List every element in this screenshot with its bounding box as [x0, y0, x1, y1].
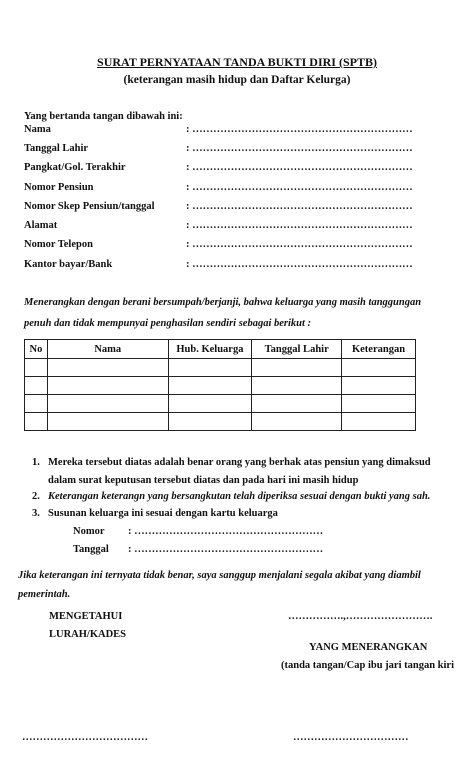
tanda-tangan-note: (tanda tangan/Cap ibu jari tangan kiri	[281, 660, 454, 671]
point-number: 3.	[32, 508, 40, 519]
closing-line-1: Jika keterangan ini ternyata tidak benar, saya sanggup menjalani segala akibat yang diambil	[18, 570, 421, 581]
field-label-nomor-telepon: Nomor Telepon	[24, 239, 93, 250]
field-value-pangkat: : ………………………………………………………	[186, 162, 413, 173]
field-value-nomor-pensiun: : ………………………………………………………	[186, 182, 413, 193]
table-cell	[252, 395, 342, 413]
table-header-nama: Nama	[47, 340, 168, 359]
table-cell	[342, 377, 416, 395]
field-value-nomor-skep: : ………………………………………………………	[186, 201, 413, 212]
field-value-nomor-telepon: : ………………………………………………………	[186, 239, 413, 250]
table-cell	[25, 395, 48, 413]
closing-line-2: pemerintah.	[18, 589, 71, 600]
table-header-keterangan: Keterangan	[342, 340, 416, 359]
field-label-kantor-bayar: Kantor bayar/Bank	[24, 259, 113, 270]
intro-text: Yang bertanda tangan dibawah ini:	[24, 111, 183, 122]
table-cell	[342, 395, 416, 413]
point-number: 1.	[32, 457, 40, 468]
table-row	[25, 359, 416, 377]
family-table	[24, 339, 416, 431]
point-number: 2.	[32, 491, 40, 502]
table-row	[25, 413, 416, 431]
table-cell	[47, 377, 168, 395]
yang-menerangkan-label: YANG MENERANGKAN	[309, 642, 428, 653]
table-cell	[168, 377, 252, 395]
table-row	[25, 395, 416, 413]
field-label-nomor-pensiun: Nomor Pensiun	[24, 182, 94, 193]
field-label-pangkat: Pangkat/Gol. Terakhir	[24, 162, 126, 173]
statement-line-2: penuh dan tidak mempunyai penghasilan sendiri sebagai berikut :	[24, 318, 312, 329]
table-cell	[342, 413, 416, 431]
field-value-alamat: : ………………………………………………………	[186, 220, 413, 231]
table-cell	[47, 413, 168, 431]
table-cell	[168, 413, 252, 431]
kk-nomor-label: Nomor	[73, 526, 105, 537]
point-text: Mereka tersebut diatas adalah benar orang yang berhak atas pensiun yang dimaksud	[48, 457, 431, 468]
point-text-continued: dalam surat keputusan tersebut diatas dan pada hari ini masih hidup	[48, 475, 359, 486]
field-value-nama: : ………………………………………………………	[186, 124, 413, 135]
table-cell	[47, 359, 168, 377]
field-value-kantor-bayar: : ………………………………………………………	[186, 259, 413, 270]
table-cell	[168, 395, 252, 413]
point-text: Susunan keluarga ini sesuai dengan kartu keluarga	[48, 508, 278, 519]
field-label-nomor-skep: Nomor Skep Pensiun/tanggal	[24, 201, 155, 212]
field-label-alamat: Alamat	[24, 220, 58, 231]
table-header-hub-keluarga: Hub. Keluarga	[168, 340, 252, 359]
table-row	[25, 377, 416, 395]
place-date-line: …………….,…………………….	[288, 611, 433, 622]
mengetahui-label: MENGETAHUI	[49, 611, 123, 622]
document-subtitle: (keterangan masih hidup dan Daftar Kelurga)	[123, 74, 351, 86]
field-label-tanggal-lahir: Tanggal Lahir	[24, 143, 89, 154]
table-header-tanggal-lahir: Tanggal Lahir	[252, 340, 342, 359]
field-label-nama: Nama	[24, 124, 51, 135]
lurah-kades-label: LURAH/KADES	[49, 629, 127, 640]
table-cell	[47, 395, 168, 413]
table-cell	[252, 377, 342, 395]
table-cell	[342, 359, 416, 377]
statement-line-1: Menerangkan dengan berani bersumpah/berjanji, bahwa keluarga yang masih tanggungan	[24, 297, 422, 308]
table-cell	[25, 413, 48, 431]
table-cell	[252, 413, 342, 431]
kk-tanggal-value: : ………………………………………………	[128, 544, 324, 555]
right-signature-line: ……………………………	[293, 732, 409, 743]
table-cell	[25, 359, 48, 377]
document-title: SURAT PERNYATAAN TANDA BUKTI DIRI (SPTB)	[97, 55, 377, 69]
point-text: Keterangan keterangn yang bersangkutan telah diperiksa sesuai dengan bukti yang sah.	[48, 491, 431, 502]
table-cell	[25, 377, 48, 395]
left-signature-line: ………………………………	[22, 732, 148, 743]
field-value-tanggal-lahir: : ………………………………………………………	[186, 143, 413, 154]
table-cell	[168, 359, 252, 377]
table-header-no: No	[25, 340, 48, 359]
kk-tanggal-label: Tanggal	[73, 544, 109, 555]
kk-nomor-value: : ………………………………………………	[128, 526, 324, 537]
table-cell	[252, 359, 342, 377]
table-header-row	[25, 340, 416, 359]
